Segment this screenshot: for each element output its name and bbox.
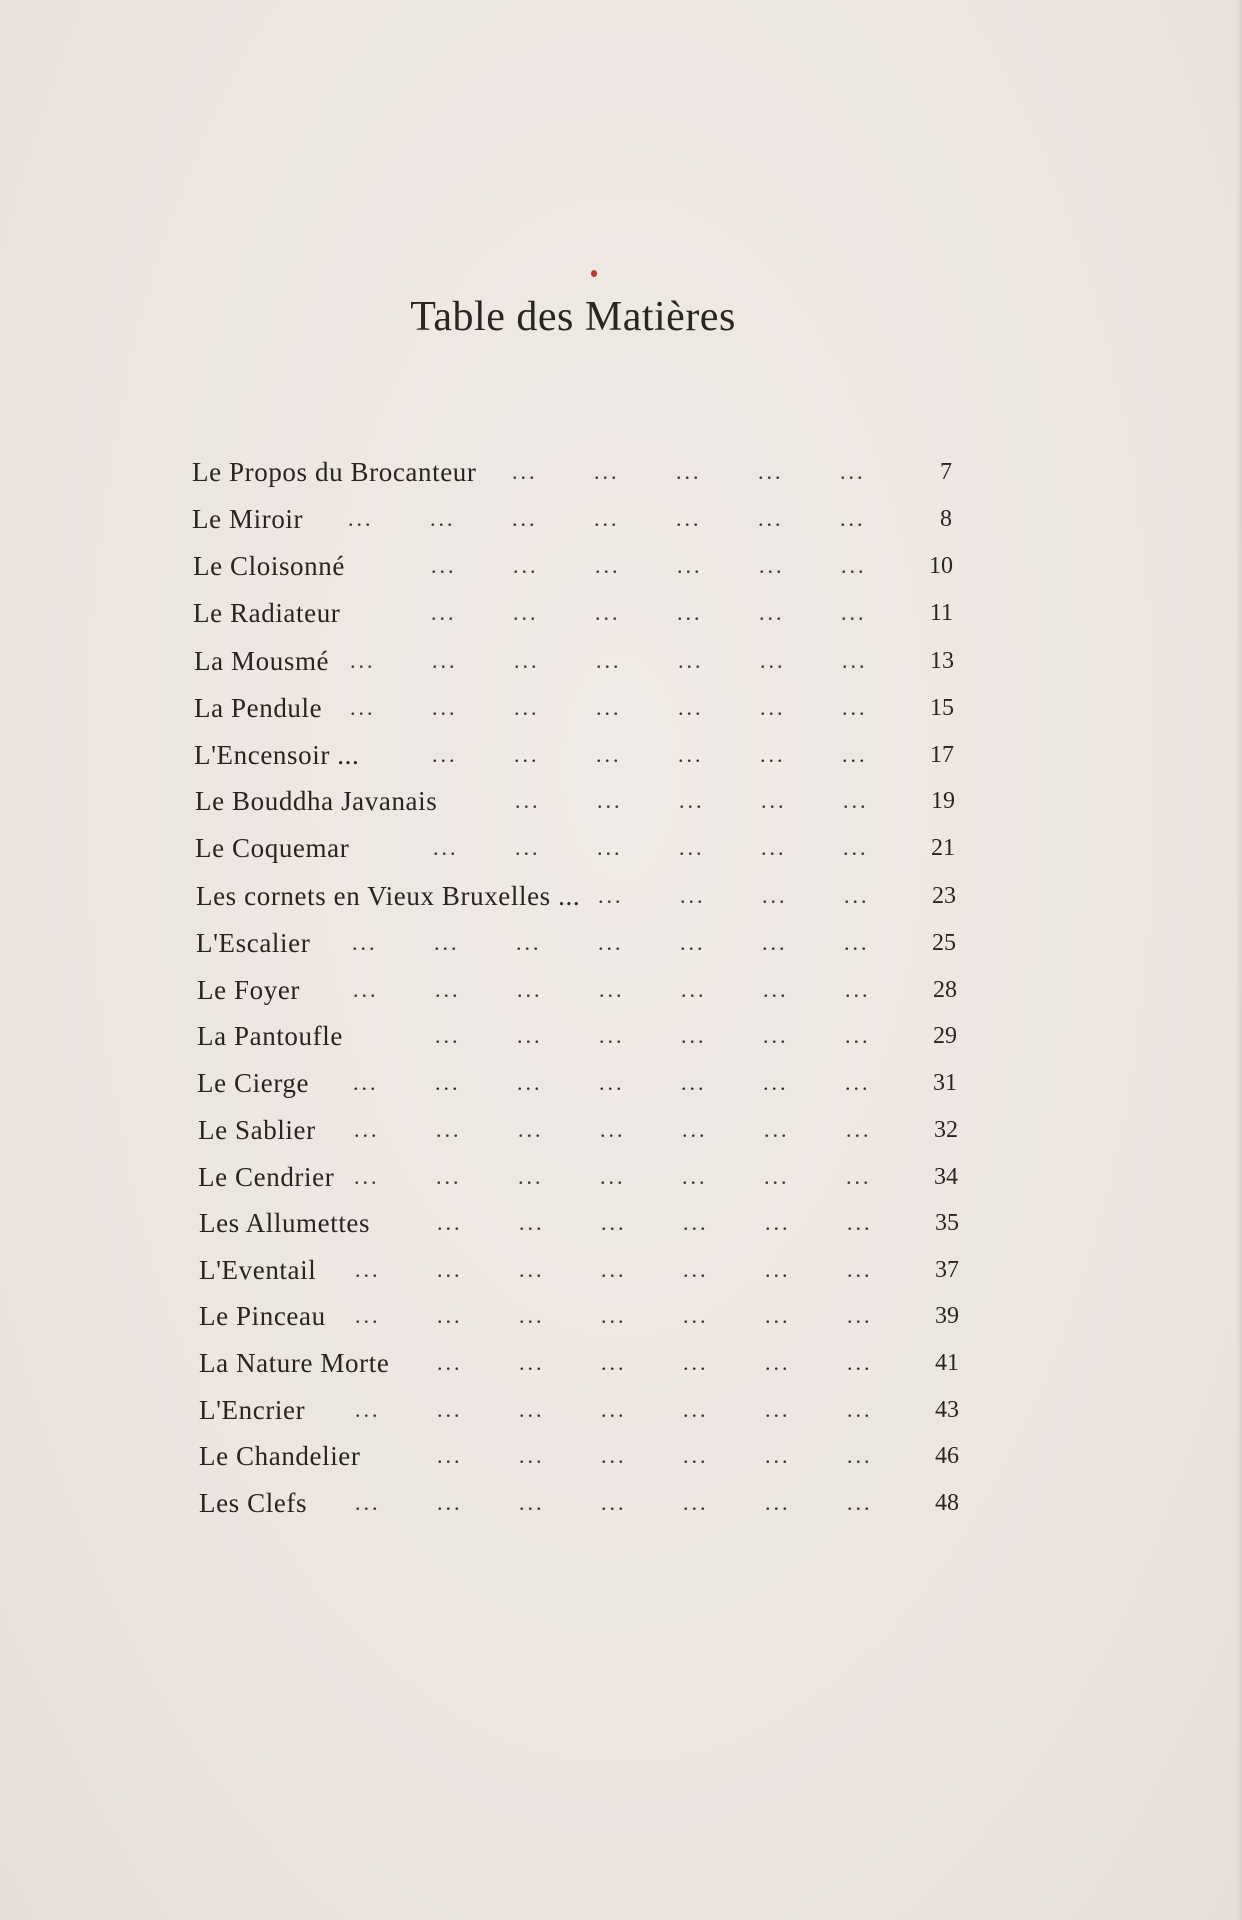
toc-entry [0, 970, 1242, 1010]
toc-page-number: 13 [930, 648, 954, 674]
leader-dots: ... [436, 1117, 462, 1142]
toc-entry-title: Les Allumettes [199, 1208, 371, 1238]
leader-dots: ... [435, 1023, 461, 1048]
leader-dots: ... [596, 695, 622, 720]
toc-page-number: 7 [940, 459, 952, 485]
leader-dots: ... [683, 1303, 709, 1328]
leader-dots: ... [595, 600, 621, 625]
leader-dots: ... [599, 1070, 625, 1095]
toc-page-number: 37 [935, 1257, 959, 1283]
toc-entry [0, 1157, 1242, 1197]
leader-dots: ... [765, 1443, 791, 1468]
leader-dots: ... [596, 648, 622, 673]
leader-dots: ... [599, 977, 625, 1002]
toc-entry [0, 499, 1242, 539]
leader-dots: ... [678, 695, 704, 720]
leader-dots: ... [764, 1117, 790, 1142]
toc-entry [0, 781, 1242, 821]
leader-dots: ... [512, 506, 538, 531]
leader-dots: ... [519, 1210, 545, 1235]
toc-entry-title: Le Radiateur [193, 598, 341, 628]
leader-dots: ... [518, 1117, 544, 1142]
leader-dots: ... [845, 1023, 871, 1048]
leader-dots: ... [355, 1397, 381, 1422]
leader-dots: ... [600, 1117, 626, 1142]
leader-dots: ... [676, 506, 702, 531]
leader-dots: ... [597, 835, 623, 860]
leader-dots: ... [601, 1350, 627, 1375]
leader-dots: ... [598, 930, 624, 955]
toc-entry [0, 1203, 1242, 1243]
leader-dots: ... [437, 1210, 463, 1235]
leader-dots: ... [765, 1210, 791, 1235]
leader-dots: ... [514, 742, 540, 767]
leader-dots: ... [677, 553, 703, 578]
leader-dots: ... [683, 1257, 709, 1282]
leader-dots: ... [765, 1490, 791, 1515]
leader-dots: ... [679, 788, 705, 813]
leader-dots: ... [601, 1443, 627, 1468]
toc-entry-title: Le Cierge [197, 1068, 310, 1098]
leader-dots: ... [763, 1070, 789, 1095]
leader-dots: ... [765, 1397, 791, 1422]
leader-dots: ... [679, 835, 705, 860]
leader-dots: ... [763, 977, 789, 1002]
toc-entry [0, 546, 1242, 586]
leader-dots: ... [847, 1443, 873, 1468]
toc-entry-title: L'Encensoir ... [194, 740, 360, 770]
leader-dots: ... [680, 930, 706, 955]
leader-dots: ... [513, 600, 539, 625]
leader-dots: ... [682, 1164, 708, 1189]
leader-dots: ... [595, 553, 621, 578]
leader-dots: ... [435, 1070, 461, 1095]
toc-page-number: 11 [929, 600, 953, 626]
page-title: Table des Matières [410, 294, 736, 340]
leader-dots: ... [844, 883, 870, 908]
toc-entry-title: Le Bouddha Javanais [195, 786, 438, 816]
leader-dots: ... [760, 695, 786, 720]
toc-page-number: 15 [930, 695, 954, 721]
leader-dots: ... [594, 459, 620, 484]
toc-page-number: 8 [940, 506, 952, 532]
toc-entry [0, 641, 1242, 681]
leader-dots: ... [840, 506, 866, 531]
leader-dots: ... [515, 788, 541, 813]
toc-page-number: 46 [935, 1443, 959, 1469]
toc-entry [0, 1483, 1242, 1523]
leader-dots: ... [765, 1303, 791, 1328]
leader-dots: ... [599, 1023, 625, 1048]
leader-dots: ... [517, 1070, 543, 1095]
leader-dots: ... [353, 977, 379, 1002]
leader-dots: ... [677, 600, 703, 625]
leader-dots: ... [519, 1490, 545, 1515]
leader-dots: ... [436, 1164, 462, 1189]
leader-dots: ... [681, 1070, 707, 1095]
leader-dots: ... [759, 553, 785, 578]
leader-dots: ... [518, 1164, 544, 1189]
toc-entry [0, 735, 1242, 775]
toc-entry-title: La Nature Morte [199, 1348, 390, 1378]
leader-dots: ... [437, 1350, 463, 1375]
leader-dots: ... [516, 930, 542, 955]
toc-entry [0, 1063, 1242, 1103]
leader-dots: ... [683, 1490, 709, 1515]
leader-dots: ... [519, 1257, 545, 1282]
leader-dots: ... [517, 1023, 543, 1048]
leader-dots: ... [847, 1210, 873, 1235]
leader-dots: ... [431, 600, 457, 625]
leader-dots: ... [513, 553, 539, 578]
leader-dots: ... [514, 695, 540, 720]
leader-dots: ... [843, 835, 869, 860]
toc-entry [0, 1016, 1242, 1056]
toc-entry [0, 1343, 1242, 1383]
leader-dots: ... [437, 1303, 463, 1328]
leader-dots: ... [759, 600, 785, 625]
leader-dots: ... [683, 1210, 709, 1235]
toc-page-number: 48 [935, 1490, 959, 1516]
leader-dots: ... [435, 977, 461, 1002]
toc-entry-title: L'Eventail [199, 1255, 317, 1285]
leader-dots: ... [763, 1023, 789, 1048]
leader-dots: ... [519, 1397, 545, 1422]
leader-dots: ... [437, 1257, 463, 1282]
leader-dots: ... [434, 930, 460, 955]
toc-entry [0, 593, 1242, 633]
leader-dots: ... [601, 1303, 627, 1328]
leader-dots: ... [355, 1303, 381, 1328]
leader-dots: ... [678, 648, 704, 673]
leader-dots: ... [761, 788, 787, 813]
leader-dots: ... [355, 1257, 381, 1282]
leader-dots: ... [847, 1490, 873, 1515]
leader-dots: ... [597, 788, 623, 813]
leader-dots: ... [519, 1303, 545, 1328]
toc-entry [0, 876, 1242, 916]
leader-dots: ... [842, 742, 868, 767]
leader-dots: ... [512, 459, 538, 484]
toc-page-number: 10 [929, 553, 953, 579]
leader-dots: ... [760, 648, 786, 673]
leader-dots: ... [683, 1350, 709, 1375]
toc-page-number: 21 [931, 835, 955, 861]
leader-dots: ... [682, 1117, 708, 1142]
leader-dots: ... [841, 553, 867, 578]
leader-dots: ... [601, 1490, 627, 1515]
toc-entry-title: Les Clefs [199, 1488, 308, 1518]
toc-entry [0, 452, 1242, 492]
toc-entry-title: Le Foyer [197, 975, 301, 1005]
leader-dots: ... [348, 506, 374, 531]
leader-dots: ... [519, 1443, 545, 1468]
leader-dots: ... [842, 695, 868, 720]
leader-dots: ... [676, 459, 702, 484]
toc-entry-title: L'Encrier [199, 1395, 306, 1425]
leader-dots: ... [762, 930, 788, 955]
leader-dots: ... [683, 1397, 709, 1422]
leader-dots: ... [678, 742, 704, 767]
leader-dots: ... [842, 648, 868, 673]
toc-entry-title: L'Escalier [196, 928, 311, 958]
toc-entry [0, 1110, 1242, 1150]
leader-dots: ... [519, 1350, 545, 1375]
toc-page-number: 28 [933, 977, 957, 1003]
leader-dots: ... [354, 1117, 380, 1142]
leader-dots: ... [844, 930, 870, 955]
toc-entry [0, 1390, 1242, 1430]
leader-dots: ... [431, 553, 457, 578]
leader-dots: ... [847, 1303, 873, 1328]
leader-dots: ... [680, 883, 706, 908]
leader-dots: ... [353, 1070, 379, 1095]
toc-entry-title: La Pantoufle [197, 1021, 343, 1051]
leader-dots: ... [432, 648, 458, 673]
leader-dots: ... [840, 459, 866, 484]
toc-page-number: 29 [933, 1023, 957, 1049]
toc-page-number: 17 [930, 742, 954, 768]
toc-page-number: 23 [932, 883, 956, 909]
leader-dots: ... [437, 1490, 463, 1515]
leader-dots: ... [355, 1490, 381, 1515]
leader-dots: ... [437, 1443, 463, 1468]
toc-entry-title: La Pendule [194, 693, 323, 723]
toc-entry-title: Le Pinceau [199, 1301, 326, 1331]
leader-dots: ... [846, 1164, 872, 1189]
leader-dots: ... [843, 788, 869, 813]
toc-entry-title: Le Coquemar [195, 833, 350, 863]
toc-entry-title: La Mousmé [194, 646, 330, 676]
leader-dots: ... [432, 695, 458, 720]
leader-dots: ... [430, 506, 456, 531]
leader-dots: ... [515, 835, 541, 860]
leader-dots: ... [846, 1117, 872, 1142]
leader-dots: ... [845, 977, 871, 1002]
toc-entry-title: Le Miroir [192, 504, 304, 534]
toc-page-number: 31 [933, 1070, 957, 1096]
leader-dots: ... [765, 1350, 791, 1375]
leader-dots: ... [350, 695, 376, 720]
leader-dots: ... [601, 1257, 627, 1282]
toc-page-number: 43 [935, 1397, 959, 1423]
toc-entry [0, 688, 1242, 728]
leader-dots: ... [847, 1350, 873, 1375]
toc-entry-title: Le Cendrier [198, 1162, 335, 1192]
leader-dots: ... [517, 977, 543, 1002]
toc-page-number: 41 [935, 1350, 959, 1376]
leader-dots: ... [594, 506, 620, 531]
toc-entry [0, 1296, 1242, 1336]
leader-dots: ... [758, 506, 784, 531]
toc-entry-title: Le Sablier [198, 1115, 316, 1145]
toc-page-number: 39 [935, 1303, 959, 1329]
toc-entry-title: Le Cloisonné [193, 551, 345, 581]
toc-entry [0, 1436, 1242, 1476]
leader-dots: ... [847, 1397, 873, 1422]
leader-dots: ... [600, 1164, 626, 1189]
leader-dots: ... [681, 977, 707, 1002]
toc-page-number: 34 [934, 1164, 958, 1190]
leader-dots: ... [847, 1257, 873, 1282]
toc-entry [0, 828, 1242, 868]
toc-page-number: 35 [935, 1210, 959, 1236]
leader-dots: ... [760, 742, 786, 767]
toc-page-number: 32 [934, 1117, 958, 1143]
leader-dots: ... [352, 930, 378, 955]
leader-dots: ... [432, 742, 458, 767]
leader-dots: ... [761, 835, 787, 860]
leader-dots: ... [437, 1397, 463, 1422]
toc-entry-title: Le Chandelier [199, 1441, 361, 1471]
leader-dots: ... [598, 883, 624, 908]
leader-dots: ... [350, 648, 376, 673]
leader-dots: ... [354, 1164, 380, 1189]
leader-dots: ... [765, 1257, 791, 1282]
leader-dots: ... [596, 742, 622, 767]
toc-entry [0, 1250, 1242, 1290]
leader-dots: ... [601, 1397, 627, 1422]
leader-dots: ... [762, 883, 788, 908]
toc-entry [0, 923, 1242, 963]
leader-dots: ... [764, 1164, 790, 1189]
leader-dots: ... [683, 1443, 709, 1468]
leader-dots: ... [845, 1070, 871, 1095]
leader-dots: ... [681, 1023, 707, 1048]
toc-page-number: 25 [932, 930, 956, 956]
leader-dots: ... [433, 835, 459, 860]
leader-dots: ... [758, 459, 784, 484]
leader-dots: ... [514, 648, 540, 673]
toc-entry-title: Le Propos du Brocanteur [192, 457, 477, 487]
toc-entry-title: Les cornets en Vieux Bruxelles ... [196, 881, 581, 911]
leader-dots: ... [601, 1210, 627, 1235]
toc-page-number: 19 [931, 788, 955, 814]
leader-dots: ... [841, 600, 867, 625]
